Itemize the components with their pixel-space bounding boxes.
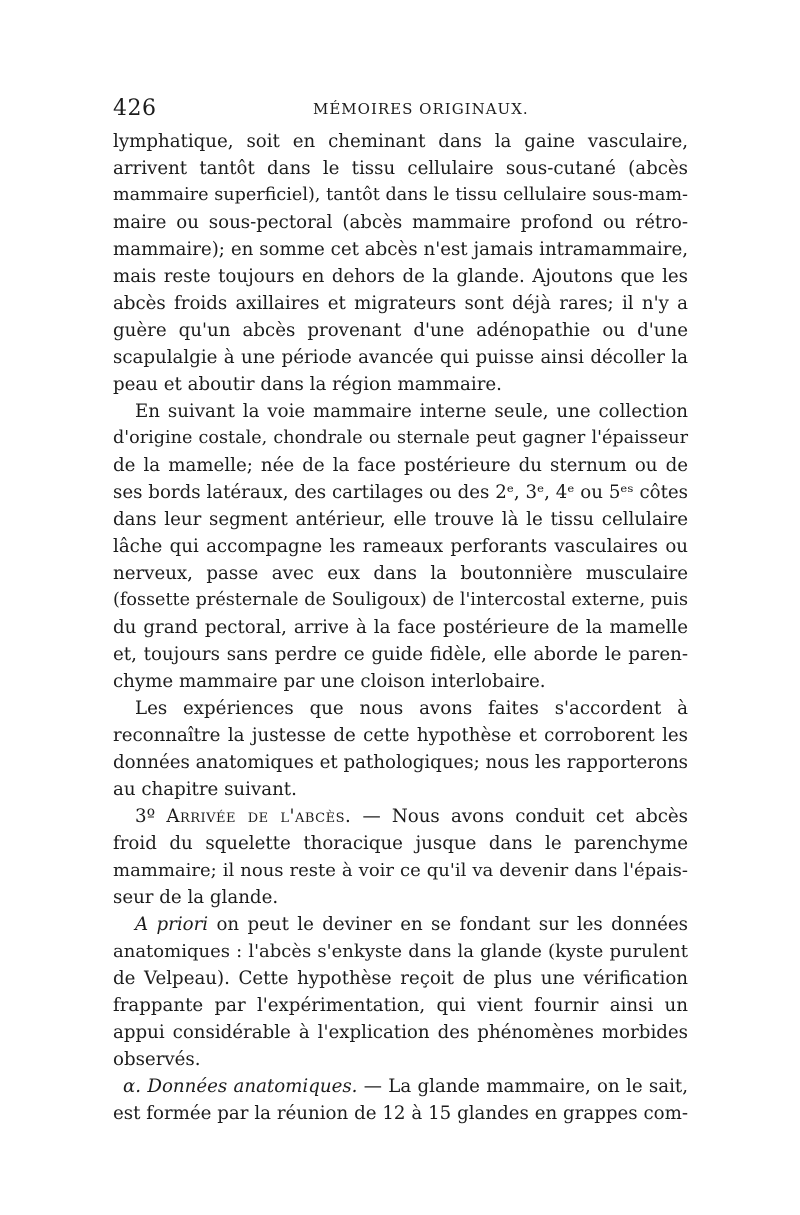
text-line: mammaire superficiel), tantôt dans le tissu cellulaire sous-mam- bbox=[113, 185, 688, 205]
a-priori-lead: A priori bbox=[135, 914, 209, 935]
page-number: 426 bbox=[113, 96, 157, 121]
text-line: En suivant la voie mammaire interne seule, une collection bbox=[135, 401, 688, 422]
text-line: (fossette présternale de Souligoux) de l'intercostal externe, puis bbox=[113, 590, 688, 610]
text-line: au chapitre suivant. bbox=[113, 779, 297, 800]
text-line: Les expériences que nous avons faites s'accordent à bbox=[135, 698, 688, 719]
section-heading: Arrivée de l'abcès. bbox=[166, 806, 352, 827]
text-line: est formée par la réunion de 12 à 15 glandes en grappes com- bbox=[113, 1103, 688, 1124]
text-line: frappante par l'expérimentation, qui vient fournir ainsi un bbox=[113, 995, 688, 1016]
section-heading-line bbox=[113, 803, 688, 830]
donnees-line bbox=[113, 1073, 688, 1100]
text-line: anatomiques : l'abcès s'enkyste dans la glande (kyste purulent bbox=[113, 941, 688, 962]
header-title: MÉMOIRES ORIGINAUX. bbox=[313, 100, 529, 118]
text-line: mais reste toujours en dehors de la glande. Ajoutons que les bbox=[113, 266, 688, 287]
text-line: du grand pectoral, arrive à la face postérieure de la mamelle bbox=[113, 617, 688, 638]
text-line: froid du squelette thoracique jusque dans le parenchyme bbox=[113, 833, 688, 854]
section-text: — Nous avons conduit cet abcès bbox=[351, 806, 688, 827]
text-line: ses bords latéraux, des cartilages ou des 2ᵉ, 3ᵉ, 4ᵉ ou 5ᵉˢ côtes bbox=[113, 482, 688, 503]
text-line: reconnaître la justesse de cette hypothèse et corroborent les bbox=[113, 725, 688, 746]
text-line: mammaire); en somme cet abcès n'est jamais intramammaire, bbox=[113, 239, 688, 260]
a-priori-line bbox=[113, 911, 688, 938]
text-line: chyme mammaire par une cloison interlobaire. bbox=[113, 671, 546, 692]
text-line: et, toujours sans perdre ce guide fidèle, elle aborde le paren- bbox=[113, 644, 688, 665]
text-line: guère qu'un abcès provenant d'une adénopathie ou d'une bbox=[113, 320, 688, 341]
text-line: lymphatique, soit en cheminant dans la gaine vasculaire, bbox=[113, 131, 688, 152]
text-line: lâche qui accompagne les rameaux perforants vasculaires ou bbox=[113, 536, 688, 557]
text-line: maire ou sous-pectoral (abcès mammaire profond ou rétro- bbox=[113, 212, 688, 233]
text-line: de la mamelle; née de la face postérieure du sternum ou de bbox=[113, 455, 688, 476]
text-line: mammaire; il nous reste à voir ce qu'il va devenir dans l'épais- bbox=[113, 860, 688, 881]
section-number: 3º bbox=[135, 806, 156, 827]
text-line: seur de la glande. bbox=[113, 887, 279, 908]
body-text bbox=[113, 128, 688, 1127]
text-line: peau et aboutir dans la région mammaire. bbox=[113, 374, 502, 395]
text-line: d'origine costale, chondrale ou sternale peut gagner l'épaisseur bbox=[113, 428, 688, 448]
text-line: abcès froids axillaires et migrateurs sont déjà rares; il n'y a bbox=[113, 293, 688, 314]
text-line: nerveux, passe avec eux dans la boutonnière musculaire bbox=[113, 563, 688, 584]
donnees-label: α. Données anatomiques. bbox=[123, 1076, 358, 1097]
donnees-text: — La glande mammaire, on le sait, bbox=[357, 1076, 688, 1097]
text-line: dans leur segment antérieur, elle trouve là le tissu cellulaire bbox=[113, 509, 688, 530]
running-head bbox=[113, 96, 688, 124]
text-line: scapulalgie à une période avancée qui puisse ainsi décoller la bbox=[113, 347, 688, 368]
text-line: données anatomiques et pathologiques; nous les rapporterons bbox=[113, 752, 688, 773]
a-priori-text: on peut le deviner en se fondant sur les données bbox=[208, 914, 688, 935]
text-line: appui considérable à l'explication des phénomènes morbides bbox=[113, 1022, 688, 1043]
text-line: de Velpeau). Cette hypothèse reçoit de plus une vérification bbox=[113, 968, 688, 989]
text-line: arrivent tantôt dans le tissu cellulaire sous-cutané (abcès bbox=[113, 158, 688, 179]
text-line: observés. bbox=[113, 1049, 201, 1070]
